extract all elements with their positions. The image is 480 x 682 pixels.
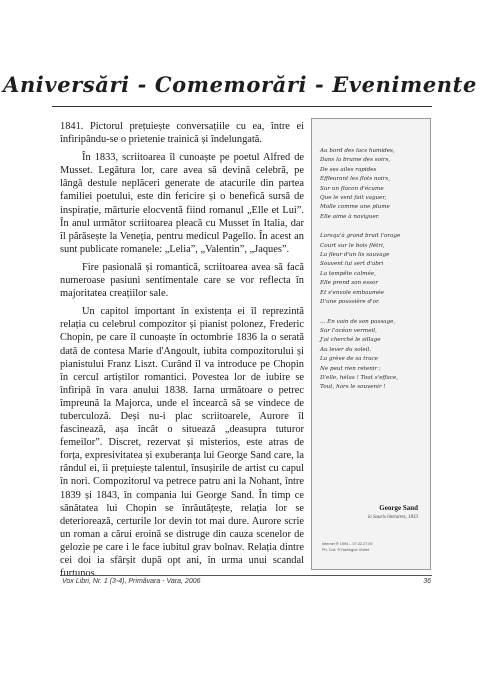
poem-stanza — [320, 147, 428, 222]
poem-line: Au bord des lacs humides, — [320, 148, 395, 154]
header-divider — [52, 106, 432, 107]
poem-sidebar — [311, 118, 431, 570]
poem-source: în Souris lintraires, 1833 — [367, 515, 418, 520]
poem-line: Court sur le bois flétri, — [320, 242, 385, 249]
poem-line: ... En vain de son passage, — [320, 318, 396, 325]
poem-line: La fleur d'un lis sauvage — [320, 252, 390, 259]
credit-line: Internet ® 1994 – 07.22.27.09 — [322, 542, 373, 546]
poem-line: Ne peut rien retenir : — [320, 365, 381, 372]
page-number: 36 — [423, 578, 431, 585]
poem-line: Sur l'océan vermeil, — [320, 327, 377, 334]
poem — [320, 147, 428, 403]
poem-line: D'elle, hélas ! Tout s'efface, — [320, 374, 399, 381]
photo-credits — [322, 541, 422, 553]
article-paragraph: 1841. Pictorul prețuiește conversațiile cu ea, între ei înfiripându-se o prietenie trainică și îndelungată. — [60, 121, 304, 146]
poem-line: Molle comme une plume — [320, 204, 390, 211]
poem-line: D'une poussière d'or. — [320, 299, 380, 306]
poem-line: Que le vent fait vaguer, — [320, 195, 387, 202]
credit-line: Ph. Coll. ® Harlingue-Viollet — [322, 548, 370, 552]
poem-line: Dans la brume des soirs, — [320, 157, 391, 164]
poem-line: J'ai cherché le sillage — [320, 337, 381, 344]
publication-info: Vox Libri, Nr. 1 (3-4), Primăvara - Vara, 2006 — [62, 578, 201, 585]
poem-stanza — [320, 232, 428, 307]
article-paragraph: În 1833, scriitoarea îl cunoaște pe poetul Alfred de Musset. Legătura lor, care avea să devină celebră, pe lângă destule neplăceri generate de atacurile din partea familiei poetului, este din fericire și o benefică sursă de inspirație, mărturie elocventă fiind romanul „Elle et Lui”. În anul următor scriitoarea pleacă cu Musset în Italia, dar îl părăsește la Veneția, pentru medicul Pagello. În acest an sunt publicate romanele: „Lelia”, „Valentin”, „Jaques”. — [60, 152, 304, 255]
article-paragraph: Fire pasională și romantică, scriitoarea avea să facă numeroase pasiuni sentimentale care se vor reflecta în majoritatea creațiilor sale. — [60, 261, 304, 300]
poem-line: Sur un flocon d'écume — [320, 185, 384, 192]
poem-line: Effleurant les flots noirs, — [320, 176, 390, 183]
poem-stanza — [320, 318, 428, 393]
poem-line: Et s'envole embaumée — [320, 289, 384, 296]
section-title: Aniversări - Comemorări - Evenimente — [3, 72, 477, 97]
poem-line: Souvent lui sert d'abri — [320, 261, 384, 268]
article-column — [60, 120, 304, 580]
poem-line: La grève de sa trace — [320, 356, 378, 363]
page-header — [0, 66, 480, 116]
poem-line: Lorsqu'à grand bruit l'orage — [320, 233, 401, 240]
poem-line: De ses ailes rapides — [320, 166, 377, 173]
poem-line: Elle prend son essor — [320, 280, 378, 287]
poem-line: La tempête calmée, — [320, 270, 376, 277]
poem-line: Tout, hors le souvenir ! — [320, 384, 386, 391]
poem-line: Au lever du soleil. — [320, 346, 372, 353]
article-paragraph: Un capitol important în existența ei îl reprezintă relația cu celebrul compozitor și pianist polonez, Frederic Chopin, pe care îl cunoaște în octombrie 1836 la o serată dată de contesa Marie d'Angoult, iubita compozitorului și pianistului Franz Liszt. Curând îl va introduce pe Chopin în cercul artiștilor romantici. Povestea lor de iubire se înfiripă în vara anului 1838. Iarna următoare o petrec împreună la Majorca, unde el încearcă să se vindece de tuberculoză. Deși nu-i plac scriitoarele, Aurore îl fascinează, așa încât o situează „deasupra tuturor femeilor”. Discret, rezervat și misterios, este atras de forța, expresivitatea și exuberanța lui George Sand care, la rândul ei, îi prețuiește talentul, însușirile de artist cu capul în nori. Compozitorul va petrece patru ani la Nohant, între 1839 și 1843, în compania lui George Sand. În timp ce sănătatea lui Chopin se înrăutățește, relația lor se deteriorează, certurile lor devin tot mai dure. Aurore scrie un roman a cărui eroină se distruge din cauza scenelor de gelozie pe care i le face iubitul grav bolnav. Relația dintre cei doi ia sfârșit după opt ani, în urma unui scandal furtunos. — [60, 306, 304, 580]
poem-line: Elle aime à naviguer. — [320, 213, 380, 220]
poem-author: George Sand — [379, 504, 418, 512]
footer-divider — [60, 575, 432, 576]
